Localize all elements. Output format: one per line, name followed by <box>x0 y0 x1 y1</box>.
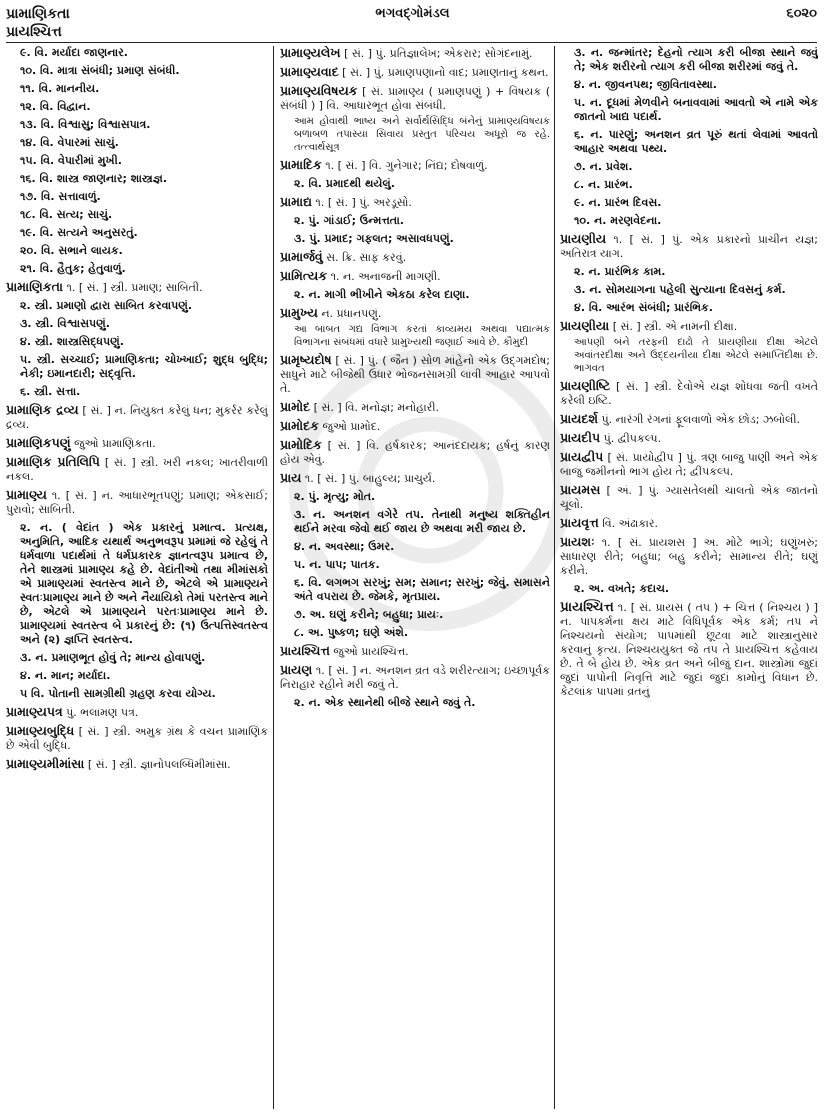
entry-text: ૧. [ સં. ] સ્ત્રી. પ્રમાણ; સાબિતી. <box>62 281 203 294</box>
entry-text: ૧૫. વિ. વેપારીમાં મુખી. <box>20 154 122 167</box>
dictionary-entry <box>280 663 550 692</box>
entry-sense <box>6 299 268 313</box>
headword: પ્રામાર્જવું <box>280 249 323 264</box>
dictionary-entry <box>560 431 818 446</box>
headword: પ્રામોદિક <box>280 437 322 452</box>
entry-text: ૬. સ્ત્રી. સત્તા. <box>20 385 81 398</box>
entry-text: ૧૩. વિ. વિશ્વાસુ; વિશ્વાસપાત્ર. <box>20 118 151 131</box>
dictionary-entry <box>280 84 550 113</box>
entry-text: ૪. સ્ત્રી. શાસ્ત્રસિદ્ધપણું. <box>20 335 124 348</box>
headword: પ્રાયદીપ <box>560 430 601 445</box>
entry-text: ૨૦. વિ. સભાને લાયક. <box>20 244 123 257</box>
dictionary-entry <box>6 403 268 432</box>
dictionary-entry <box>280 419 550 434</box>
entry-text: ૩. સ્ત્રી. વિશ્વાસપણું. <box>20 317 110 330</box>
entry-sense <box>560 46 818 74</box>
page-header <box>0 0 825 40</box>
dictionary-entry <box>560 232 818 261</box>
entry-sense <box>280 576 550 604</box>
entry-sense <box>280 608 550 622</box>
dictionary-entry <box>280 195 550 210</box>
entry-text: ૪. વિ. આરંભ સંબંધી; પ્રારંભિક. <box>574 301 713 314</box>
entry-sense <box>6 226 268 240</box>
entry-text: ૧૧. વિ. માનનીય. <box>20 82 100 95</box>
entry-text: ૧૯. વિ. સત્યને અનુસરતું. <box>20 226 138 239</box>
entry-text: ૭. અ. ઘણું કરીને; બહુધા; પ્રાયઃ. <box>294 608 444 621</box>
dictionary-entry <box>6 488 268 517</box>
entry-text: [ સં. ] પું. ( જૈન ) સોળ માંહેનો એક ઉદ્‌ગમદોષ; સાધુને માટે બીજેથી ઉધાર ભોજનસામગ્રી લાવી આહાર આપવો તે. <box>280 354 550 395</box>
entry-text: ૧. [ સં. ] પું. એક પ્રકારનો પ્રાચીન યજ્ઞ; અતિરાત્ર યાગ. <box>560 233 818 260</box>
headword: પ્રામોદક <box>280 418 319 433</box>
entry-text: ૫. ન. દૂધમાં મેળવીને બનાવવામાં આવતો એ નામે એક જાતનો ખાદ્ય પદાર્થ. <box>574 96 818 123</box>
entry-text: [ સં. ] પું. પ્રમાણપણાનો વાદ; પ્રમાણતાનું કથન. <box>338 66 549 79</box>
entry-text: [ સં. પ્રામાણ્ય ( પ્રમાણપણું ) + વિષયક ( સંબંધી ) ] વિ. આધારભૂત હોવા સંબંધી. <box>280 85 550 112</box>
entry-text: ૨. વિ. પ્રમાદથી થયેલું. <box>294 177 395 190</box>
entry-sense <box>280 540 550 554</box>
dictionary-entry <box>6 724 268 753</box>
entry-text: [ સં. ] સ્ત્રી. અમુક ગ્રંથ કે વચન પ્રામાણિક છે એવી બુદ્ધિ. <box>6 725 268 752</box>
headword: પ્રામાદ્ય <box>280 194 312 209</box>
headword: પ્રામાણિકપણું <box>6 435 71 450</box>
entry-text: ૧૮. વિ. સત્ય; સાચું. <box>20 208 113 221</box>
entry-text: ૫. ન. પાપ; પાતક. <box>294 558 380 571</box>
dictionary-entry <box>560 600 818 699</box>
entry-sense <box>6 172 268 186</box>
entry-sense <box>6 651 268 665</box>
headword: પ્રાય <box>280 470 302 485</box>
dictionary-entry <box>560 412 818 427</box>
headword: પ્રાયદ્વીપ <box>560 449 604 464</box>
entry-sense <box>560 301 818 315</box>
entry-text: ૧. [ સં. ] પું. અરડૂસો. <box>311 196 412 209</box>
dictionary-entry <box>560 379 818 408</box>
entry-sense <box>280 288 550 302</box>
entry-text: ૬. વિ. લગભગ સરખું; સમ; સમાન; સરખું; જેવું. સમાસને અંતે વપરાય છે. જેમકે, મૃતપ્રાય. <box>294 576 550 603</box>
citation-quote: આપણી બંને તરફની દાઢો તે પ્રાયણીયા દીક્ષા એટલે અવાંતરદીક્ષા અને ઉદ્દયનીયા દીક્ષા એટલે સમાપ્તિદીક્ષા છે. ભાગવત <box>574 337 818 374</box>
entry-sense <box>560 128 818 156</box>
entry-sense <box>280 558 550 572</box>
entry-sense <box>560 196 818 210</box>
entry-sense <box>6 208 268 222</box>
entry-text: ૩. ન. પ્રમાણભૂત હોવું તે; માન્ય હોવાપણું. <box>20 651 206 664</box>
entry-text: [ સં. ] વિ. મનોજ્ઞ; મનોહારી. <box>310 401 439 414</box>
dictionary-entry <box>560 483 818 512</box>
entry-text: [ સં. ] સ્ત્રી. એ નામની દીક્ષા. <box>609 320 738 333</box>
headword: પ્રામુખ્ય <box>280 305 318 320</box>
entry-sense <box>560 178 818 192</box>
headword: પ્રાયશ્ચિત્ત <box>560 599 614 615</box>
headword: પ્રાયશઃ <box>560 534 595 549</box>
entry-text: ૪. ન. માન; મર્યાદા. <box>20 669 111 682</box>
header-rule <box>6 42 817 43</box>
entry-text: [ અં. ] પું. ગ્યાસતેલથી ચાલતો એક જાતનો ચૂલો. <box>560 484 818 511</box>
column-divider-2 <box>554 46 555 1109</box>
column-2 <box>280 46 550 1109</box>
entry-text: ૧. [ સં. પ્રાયસ ( તપ ) + ચિત્ત ( નિશ્ચય ) ] ન. પાપકર્મના ક્ષય માટે વિધિપૂર્વક એક કર્મ; તપ ને નિશ્ચયનો સંયોગ; પાપમાંથી છૂટવા માટે શાસ્ત્રાનુસાર કરવાનું કૃત્ય. નિશ્ચયયુક્ત જે તપ તે પ્રાયશ્ચિત્ત કહેવાય છે. તે બે હોય છે. એક વ્રત અને બીજું દાન. શાસ્ત્રોમાં જુદાં જુદાં પાપોની નિવૃત્તિ માટે જુદાં જુદાં કામોનું વિધાન છે. કેટલાંક પાપમાં વ્રતનું <box>560 601 818 698</box>
headword: પ્રામાણ્યપત્ર <box>6 704 63 719</box>
dictionary-entry <box>6 705 268 720</box>
entry-sense <box>560 78 818 92</box>
entry-sense <box>280 626 550 640</box>
entry-sense <box>6 353 268 381</box>
entry-text: ૮. અ. પુષ્કળ; ઘણે અંશે. <box>294 626 408 639</box>
entry-text: ન. પ્રધાનપણું. <box>317 307 382 320</box>
header-page-number: ૬૦૨૦ <box>786 6 817 21</box>
entry-sense <box>6 46 268 60</box>
headword: પ્રાયવૃત્ત <box>560 515 599 530</box>
entry-sense <box>560 160 818 174</box>
entry-text: ૨. પું. ગાંડાઈ; ઉન્મત્તતા. <box>294 214 404 227</box>
entry-text: ૧. [ સં. ] વિ. ગુનેગાર; નિંદ્ય; દોષવાળું. <box>321 159 488 172</box>
entry-text: જુઓ પ્રામોદ. <box>318 420 381 433</box>
entry-text: ૧. ન. અનાજની માગણી. <box>327 270 441 283</box>
entry-text: પું. દ્વીપકલ્પ. <box>600 432 662 445</box>
entry-text: ૩. પું. પ્રમાદ; ગફલત; અસાવધપણું. <box>294 232 454 245</box>
dictionary-entry <box>560 535 818 578</box>
dictionary-entry <box>280 158 550 173</box>
entry-text: ૩. ન. અનશન વગેરે તપ. તેનાથી મનુષ્ય શક્તિહીન થઈને મરવા જેવો થઈ જાય છે અથવા મરી જાય છે. <box>294 508 550 535</box>
entry-sense <box>6 687 268 701</box>
entry-sense <box>280 696 550 710</box>
entry-sense <box>6 154 268 168</box>
headword: પ્રામાણ્યમીમાંસા <box>6 756 85 771</box>
entry-sense <box>6 136 268 150</box>
entry-sense <box>6 669 268 683</box>
dictionary-entry <box>280 306 550 321</box>
citation-quote: આ બાબત ગદ્ય વિભાગ કરતાં કાવ્યમય અથવા પદ્યાત્મક વિભાગના સંબંધમાં વધારે પ્રામુખ્યથી જણાઈ આવે છે. કૌમુદી <box>294 324 550 348</box>
entry-text: ૧. [ સં. ] ન. અનશન વ્રત વડે શરીરત્યાગ; ઇચ્છાપૂર્વક નિરાહાર રહીને મરી જવું તે. <box>280 664 550 691</box>
dictionary-entry <box>280 438 550 467</box>
column-1 <box>6 46 268 1109</box>
entry-text: ૨. અ. વખતે; કદાચ. <box>574 582 670 595</box>
entry-sense <box>6 317 268 331</box>
headword: પ્રામાણિકતા <box>6 279 63 294</box>
dictionary-entry <box>280 644 550 659</box>
entry-text: ૧૦. ન. મરણવેદના. <box>574 214 662 227</box>
entry-text: પું. ભલામણ પત્ર. <box>62 706 139 719</box>
entry-text: ૯. ન. પ્રારંભ દિવસ. <box>574 196 662 209</box>
citation-quote: આમ હોવાથી ભાષ્ય અને સર્વાર્થસિદ્ધિ બંનેનું પ્રામાણ્યવિષયક બળાબળ તપાસ્યા સિવાય પ્રસ્તુત પરિચય અધૂરો જ રહે. તત્ત્વાર્થસૂત્ર <box>294 116 550 153</box>
headword: પ્રામાણિક દ્રવ્ય <box>6 402 79 417</box>
dictionary-entry <box>280 65 550 80</box>
entry-text: [ સં. ] વિ. હર્ષકારક; આનંદદાયક; હર્ષનું કારણ હોય એવું. <box>280 439 550 466</box>
headword: પ્રામાણ્યવિષયક <box>280 83 358 98</box>
entry-text: ૬. ન. પારણું; અનશન વ્રત પૂરું થતાં લેવામાં આવતો આહાર અથવા પથ્ય. <box>574 128 818 155</box>
entry-sense <box>6 262 268 276</box>
dictionary-entry <box>280 269 550 284</box>
entry-text: ૪. ન. અવસ્થા; ઉમર. <box>294 540 395 553</box>
dictionary-entry <box>280 250 550 265</box>
entry-text: ૧૪. વિ. વેપારમાં સાચું. <box>20 136 119 149</box>
entry-text: ૪. ન. જીવનપથ; જીવિતાવસ્થા. <box>574 78 717 91</box>
headword: પ્રામૃષ્યદોષ <box>280 352 332 367</box>
dictionary-entry <box>280 46 550 61</box>
entry-sense <box>6 385 268 399</box>
dictionary-entry <box>280 471 550 486</box>
entry-text: જુઓ પ્રામાણિકતા. <box>70 437 156 450</box>
dictionary-entry <box>280 400 550 415</box>
dictionary-entry <box>6 455 268 484</box>
headword: પ્રામાણ્યલેખ <box>280 46 341 60</box>
entry-sense <box>6 118 268 132</box>
headword: પ્રાયશ્ચિત્ત <box>280 643 330 658</box>
entry-sense <box>6 521 268 647</box>
headword: પ્રામાણિક પ્રતિલિપિ <box>6 454 100 469</box>
entry-text: ૧૭. વિ. સત્તાવાળું. <box>20 190 101 203</box>
headword: પ્રાયણીષ્ટિ <box>560 378 611 393</box>
entry-sense <box>280 490 550 504</box>
dictionary-entry <box>560 516 818 531</box>
entry-sense <box>6 190 268 204</box>
dictionary-entry <box>280 353 550 396</box>
headword: પ્રાયણ <box>280 662 313 677</box>
headword: પ્રામાણ્ય <box>6 487 47 502</box>
entry-text: ૨. સ્ત્રી. પ્રમાણો દ્વારા સાબિત કરવાપણું. <box>20 299 193 312</box>
entry-sense <box>560 214 818 228</box>
dictionary-entry <box>560 450 818 479</box>
header-book-title: ભગવદ્ગોમંડલ <box>375 6 450 21</box>
entry-text: ૧. [ સં. ] પું. બાહુલ્ય; પ્રાચુર્ય. <box>301 472 436 485</box>
entry-text: ૧૦. વિ. માત્રા સંબંધી; પ્રમાણ સંબંધી. <box>20 64 180 77</box>
entry-text: ૨. પું. મૃત્યુ; મોત. <box>294 490 376 503</box>
dictionary-entry <box>560 319 818 334</box>
headword: પ્રામોદ <box>280 399 311 414</box>
dictionary-entry <box>6 280 268 295</box>
entry-sense <box>280 177 550 191</box>
entry-sense <box>6 82 268 96</box>
entry-text: ૯. વિ. મર્યાદા જાણનાર. <box>20 46 128 59</box>
entry-text: [ સં. ] સ્ત્રી. જ્ઞાનોપલબ્ધિમીમાંસા. <box>84 758 231 771</box>
entry-sense <box>560 582 818 596</box>
entry-text: ૩. ન. સોમયાગના પહેલી સુત્યાના દિવસનું કર્મ. <box>574 283 786 296</box>
entry-sense <box>280 232 550 246</box>
entry-text: વિ. અંઢાકાર. <box>598 517 659 530</box>
entry-sense <box>280 508 550 536</box>
headword: પ્રામાણ્યવાદ <box>280 64 339 79</box>
headword: પ્રામાદિક <box>280 157 322 172</box>
headword: પ્રામાણ્યબુદ્ધિ <box>6 723 75 738</box>
column-3 <box>560 46 818 1109</box>
entry-text: [ સં. ] ન. નિયુક્ત કરેલું ધન; મુકર્રર કરેલું દ્રવ્ય. <box>6 404 268 431</box>
dictionary-entry <box>6 757 268 772</box>
header-left-top-guideword: પ્રામાણિકતા <box>6 6 70 22</box>
headword: પ્રાયદર્શ <box>560 411 599 426</box>
dictionary-entry <box>6 436 268 451</box>
entry-text: ૨. ન. માગી ભીખીને એકઠા કરેલ દાણા. <box>294 288 470 301</box>
headword: પ્રાયણીયા <box>560 318 610 333</box>
entry-sense <box>6 64 268 78</box>
entry-text: [ સં. ] સ્ત્રી. ખરી નકલ; ખાતરીવાળી નકલ. <box>6 456 268 483</box>
entry-sense <box>6 244 268 258</box>
entry-text: [ સં. ] સ્ત્રી. દેવોએ યજ્ઞ શોધવા જતી વખતે કરેલી ઇષ્ટિ. <box>560 380 818 407</box>
entry-text: ૨. ન. એક સ્થાનેથી બીજે સ્થાને જવું તે. <box>294 696 476 709</box>
entry-text: ૮. ન. પ્રારંભ. <box>574 178 633 191</box>
headword: પ્રાયણીય <box>560 231 607 246</box>
headword: પ્રામિત્યક <box>280 268 328 283</box>
entry-text: ૧. [ સં. પ્રાયશસ ] અ. મોટે ભાગે; ઘણુંખરું; સાધારણ રીતે; બહુધા; બહુ કરીને; સામાન્ય રીતે; ઘણું કરીને. <box>560 536 818 577</box>
entry-text: [ સં. પ્રાયોદ્વીપ ] પું. ત્રણ બાજુ પાણી અને એક બાજુ જમીનનો ભાગ હોય તે; દ્વીપકલ્પ. <box>560 451 818 478</box>
entry-text: ૨. ન. પ્રારંભિક કામ. <box>574 265 666 278</box>
entry-text: ૧. [ સં. ] ન. આધારભૂતપણું; પ્રમાણ; એકસાઈ; પુરાવો; સાબિતી. <box>6 489 268 516</box>
entry-text: ૨૧. વિ. હૈતુક; હેતુવાળું. <box>20 262 126 275</box>
entry-sense <box>560 283 818 297</box>
headword: પ્રાયમસ <box>560 482 601 497</box>
entry-text: ૨. ન. ( વેદાંત ) એક પ્રકારનું પ્રમાત્વ. પ્રત્યક્ષ, અનુમિતિ, આદિક યથાર્થ અનુભવરૂપ પ્રમામાં જે રહેલું તે ધર્મવાળા પદાર્થમાં તે ધર્મપ્રકારક જ્ઞાનત્વરૂપ પ્રમાત્વ છે, તેને શાસ્ત્રમાં પ્રામાણ્ય કહે છે. વેદાંતીઓ તથા મીમાંસકો એ પ્રામાણ્યમાં સ્વતસ્ત્વ માને છે, એટલે એ પ્રામાણ્યને સ્વતઃપ્રામાણ્ય માને છે અને નૈયાયિકો તેમાં પરતસ્ત્વ માને છે, એટલે એ પ્રામાણ્યને પરતઃપ્રામાણ્ય માને છે. પ્રામાણ્યમાં સ્વતસ્ત્વ બે પ્રકારનું છે: (૧) ઉત્પત્તિસ્વતસ્ત્વ અને (૨) જ્ઞપ્તિ સ્વતસ્ત્વ. <box>20 521 268 646</box>
header-left-bottom-guideword: પ્રાયશ્ચિત્ત <box>6 24 62 40</box>
entry-text: ૧૨. વિ. વિદ્વાન. <box>20 100 91 113</box>
entry-text: જુઓ પ્રાયશ્ચિત્ત. <box>329 645 409 658</box>
entry-text: [ સં. ] પું. પ્રતિજ્ઞાલેખ; એકરાર; સોગંદનામું. <box>340 47 533 60</box>
entry-text: ૧૬. વિ. શાસ્ત્ર જાણનાર; શાસ્ત્રજ્ઞ. <box>20 172 167 185</box>
column-divider-1 <box>273 46 274 1109</box>
entry-sense <box>280 214 550 228</box>
entry-text: સ. ક્રિ. સાફ કરવું. <box>322 251 407 264</box>
entry-sense <box>6 100 268 114</box>
entry-text: ૫ વિ. પોતાની સામગ્રીથી ગ્રહણ કરવા યોગ્ય. <box>20 687 216 700</box>
entry-text: ૭. ન. પ્રવેશ. <box>574 160 633 173</box>
entry-text: ૩. ન. જન્માંતર; દેહનો ત્યાગ કરી બીજા સ્થાને જવું તે; એક શરીરનો ત્યાગ કરી બીજા શરીરમાં જવું તે. <box>574 46 818 73</box>
entry-sense <box>6 335 268 349</box>
entry-sense <box>560 96 818 124</box>
entry-text: પું. નારંગી રંગનાં ફૂલવાળો એક છોડ; ઝબોલી. <box>598 413 800 426</box>
entry-text: ૫. સ્ત્રી. સચ્ચાઈ; પ્રામાણિકતા; ચોખ્ખાઈ; શુદ્ધ બુદ્ધિ; નેકી; ઇમાનદારી; સદ્‌વૃત્તિ. <box>20 353 268 380</box>
entry-sense <box>560 265 818 279</box>
